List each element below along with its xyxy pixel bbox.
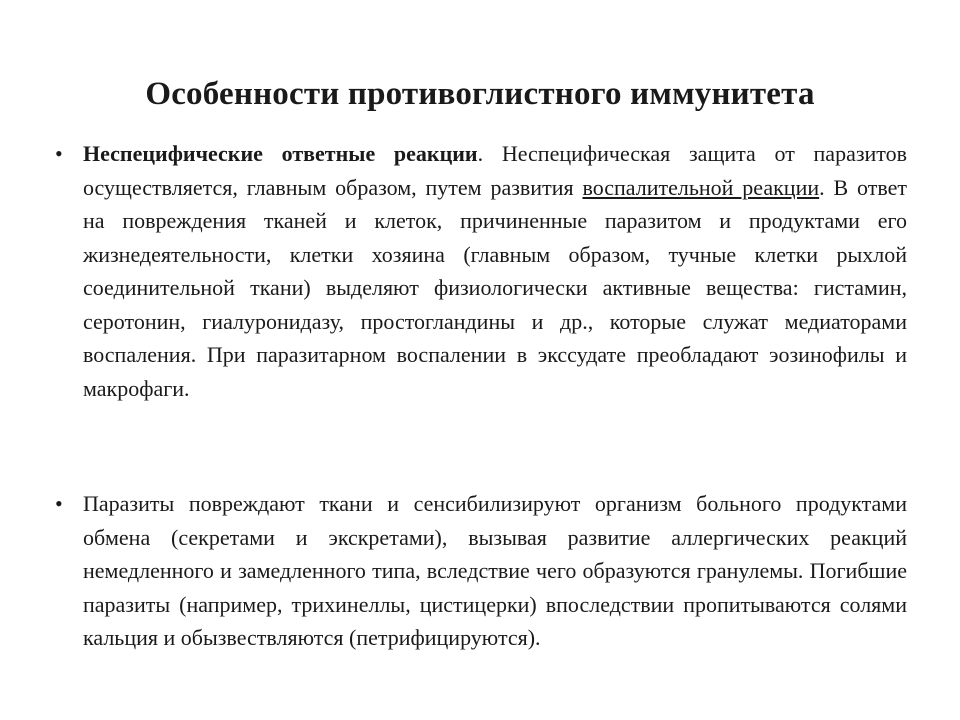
underlined-term: воспалительной реакции <box>582 174 820 200</box>
bullet-text-rest: . В ответ на повреждения тканей и клеток, причиненные паразитом и продуктами его жизнедеятельности, клетки хозяина (главным образом, тучные клетки рыхлой соединительной ткани) выделяют физиологически активные вещества: гистамин, серотонин, гиалуронидазу, простогландины и др., которые служат медиаторами воспаления. При паразитарном воспалении в экссудате преобладают эозинофилы и макрофаги. <box>83 174 907 401</box>
bullet-nonspecific-reactions <box>55 137 907 405</box>
bullet-marker: • <box>55 491 63 516</box>
bullet-text-after-lead: . Неспецифическая защита от паразитов осуществляется, главным образом, путем развития <box>83 141 908 200</box>
bullet-text <box>83 137 907 405</box>
bullet-marker: • <box>55 141 63 166</box>
bullet-parasite-damage <box>55 487 907 655</box>
bullet-text: Паразиты повреждают ткани и сенсибилизируют организм больного продуктами обмена (секретами и экскретами), вызывая развитие аллергических реакций немедленного и замедленного типа, вследствие чего образуются гранулемы. Погибшие паразиты (например, трихинеллы, цистицерки) впоследствии пропитываются солями кальция и обызвествляются (петрифицируются). <box>83 491 907 650</box>
slide-title: Особенности противоглистного иммунитета <box>145 76 815 112</box>
bullet-bold-lead: Неспецифические ответные реакции <box>83 141 478 166</box>
